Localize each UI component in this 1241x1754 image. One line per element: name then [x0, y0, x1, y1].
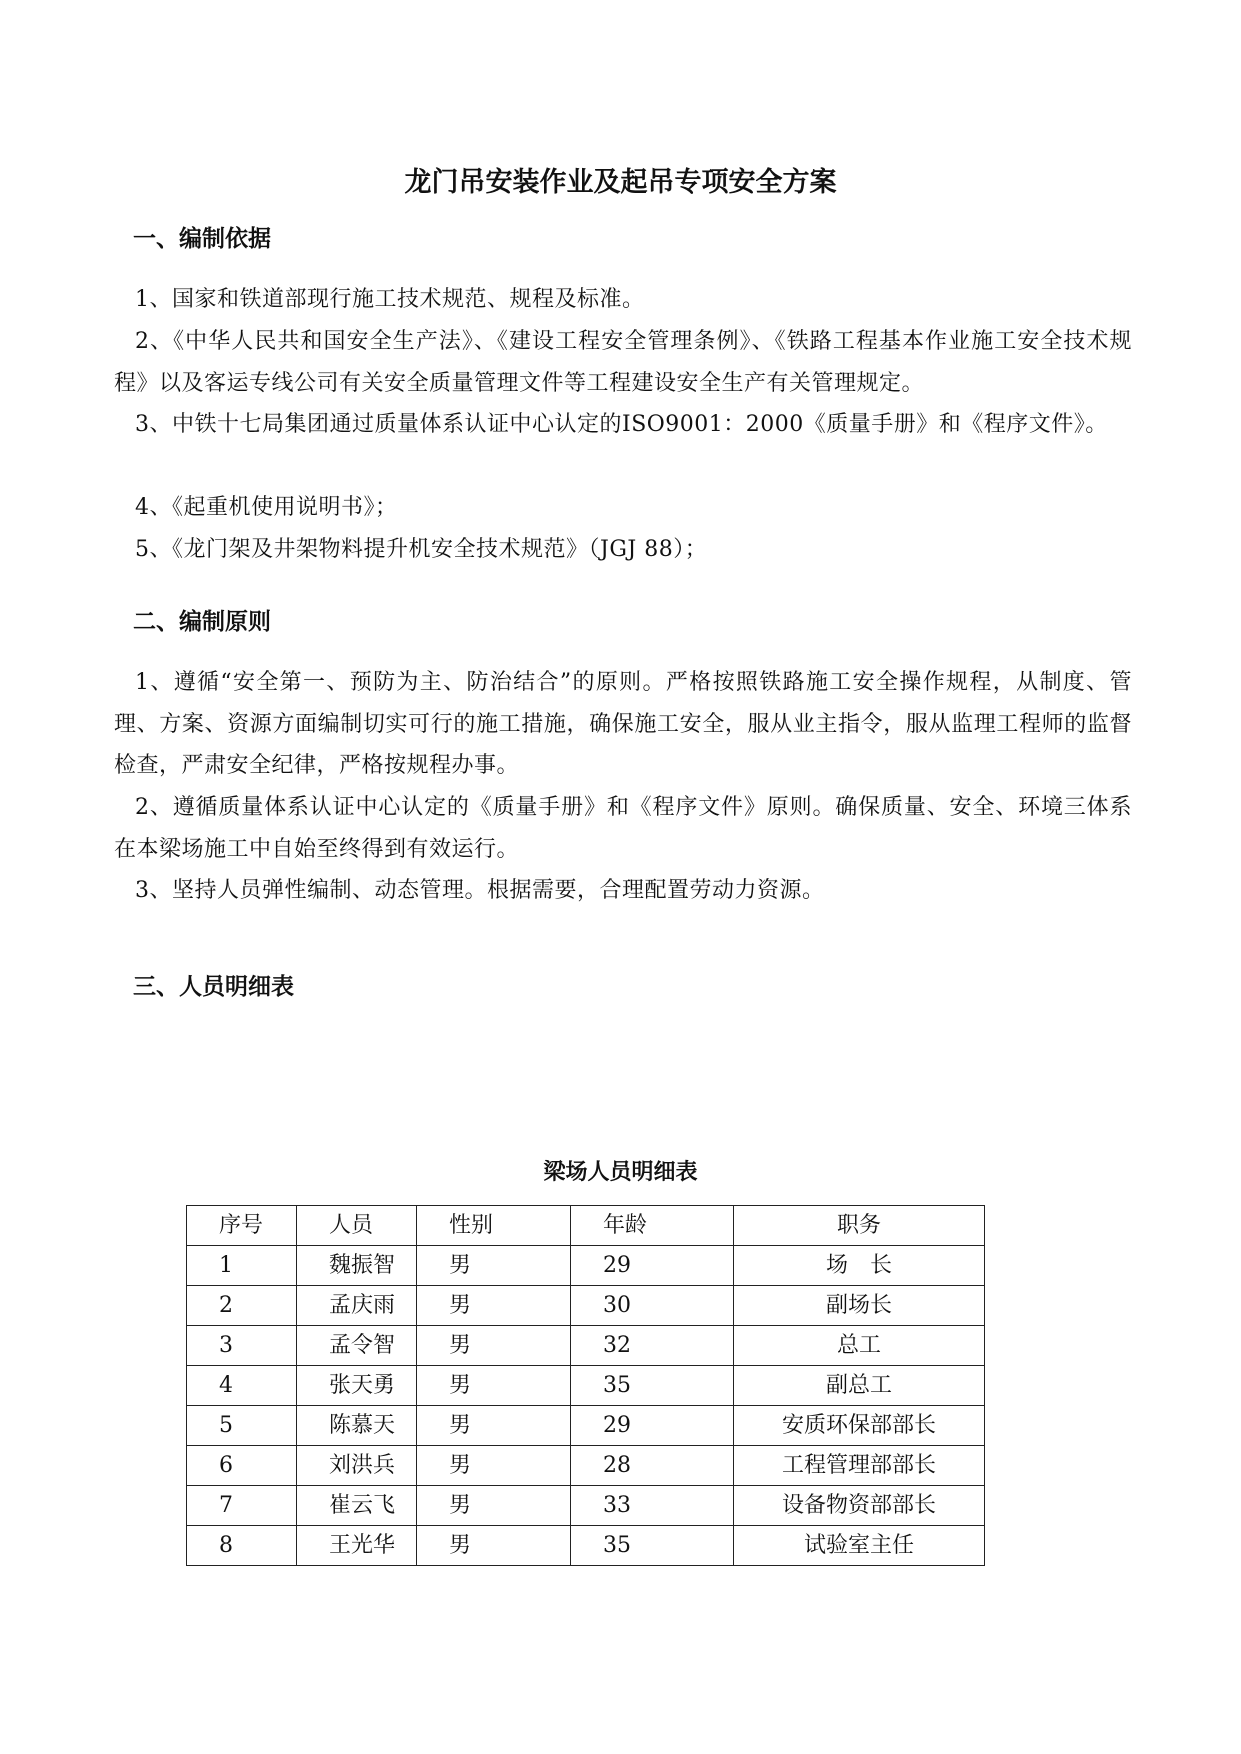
principle-item-1: 1、遵循“安全第一、预防为主、防治结合”的原则。严格按照铁路施工安全操作规程，从制度、管理、方案、资源方面编制切实可行的施工措施，确保施工安全，服从业主指令，服从监理工程师的监督检查，严肃安全纪律，严格按规程办事。	[114, 670, 1132, 778]
header-cell-number: 序号	[187, 1206, 297, 1246]
cell-age: 29	[571, 1406, 734, 1446]
cell-gender: 男	[417, 1446, 571, 1486]
basis-item-3: 3、中铁十七局集团通过质量体系认证中心认定的ISO9001：2000《质量手册》和《程序文件》。	[135, 412, 1108, 437]
table-header-row	[187, 1206, 985, 1246]
cell-age: 35	[571, 1526, 734, 1566]
cell-name: 张天勇	[297, 1366, 417, 1406]
header-cell-gender: 性别	[417, 1206, 571, 1246]
cell-name: 崔云飞	[297, 1486, 417, 1526]
cell-name: 陈慕天	[297, 1406, 417, 1446]
cell-number: 8	[187, 1526, 297, 1566]
table-row	[187, 1406, 985, 1446]
cell-name: 刘洪兵	[297, 1446, 417, 1486]
cell-age: 35	[571, 1366, 734, 1406]
cell-gender: 男	[417, 1406, 571, 1446]
cell-gender: 男	[417, 1326, 571, 1366]
principle-item-3: 3、坚持人员弹性编制、动态管理。根据需要，合理配置劳动力资源。	[135, 878, 825, 903]
cell-gender: 男	[417, 1526, 571, 1566]
cell-age: 29	[571, 1246, 734, 1286]
header-cell-position: 职务	[734, 1206, 985, 1246]
table-row	[187, 1246, 985, 1286]
cell-name: 孟庆雨	[297, 1286, 417, 1326]
table-row	[187, 1446, 985, 1486]
table-row	[187, 1526, 985, 1566]
cell-position: 副场长	[734, 1286, 985, 1326]
cell-position: 设备物资部部长	[734, 1486, 985, 1526]
cell-age: 32	[571, 1326, 734, 1366]
basis-item-5: 5、《龙门架及井架物料提升机安全技术规范》（JGJ 88）；	[135, 537, 708, 562]
cell-position: 场 长	[734, 1246, 985, 1286]
cell-number: 3	[187, 1326, 297, 1366]
cell-number: 4	[187, 1366, 297, 1406]
cell-position: 安质环保部部长	[734, 1406, 985, 1446]
cell-number: 5	[187, 1406, 297, 1446]
section-heading-principles: 二、编制原则	[133, 609, 271, 635]
cell-position: 总工	[734, 1326, 985, 1366]
cell-age: 28	[571, 1446, 734, 1486]
cell-gender: 男	[417, 1286, 571, 1326]
cell-position: 工程管理部部长	[734, 1446, 985, 1486]
basis-item-1: 1、国家和铁道部现行施工技术规范、规程及标准。	[135, 287, 645, 312]
cell-gender: 男	[417, 1246, 571, 1286]
cell-age: 30	[571, 1286, 734, 1326]
basis-item-4: 4、《起重机使用说明书》；	[135, 495, 398, 520]
cell-gender: 男	[417, 1486, 571, 1526]
cell-name: 魏振智	[297, 1246, 417, 1286]
cell-number: 2	[187, 1286, 297, 1326]
cell-gender: 男	[417, 1366, 571, 1406]
cell-name: 王光华	[297, 1526, 417, 1566]
cell-position: 试验室主任	[734, 1526, 985, 1566]
table-row	[187, 1286, 985, 1326]
section-heading-basis: 一、编制依据	[133, 226, 271, 252]
cell-number: 1	[187, 1246, 297, 1286]
table-row	[187, 1366, 985, 1406]
cell-number: 7	[187, 1486, 297, 1526]
basis-item-2: 2、《中华人民共和国安全生产法》、《建设工程安全管理条例》、《铁路工程基本作业施工安全技术规程》以及客运专线公司有关安全质量管理文件等工程建设安全生产有关管理规定。	[114, 329, 1132, 396]
table-caption: 梁场人员明细表	[543, 1160, 698, 1185]
staff-table	[186, 1205, 985, 1566]
table-row	[187, 1326, 985, 1366]
cell-name: 孟令智	[297, 1326, 417, 1366]
section-heading-staff: 三、人员明细表	[133, 974, 294, 1000]
principle-item-2: 2、遵循质量体系认证中心认定的《质量手册》和《程序文件》原则。确保质量、安全、环境三体系在本梁场施工中自始至终得到有效运行。	[114, 795, 1132, 862]
cell-age: 33	[571, 1486, 734, 1526]
cell-position: 副总工	[734, 1366, 985, 1406]
document-title: 龙门吊安装作业及起吊专项安全方案	[404, 167, 837, 198]
header-cell-name: 人员	[297, 1206, 417, 1246]
cell-number: 6	[187, 1446, 297, 1486]
table-row	[187, 1486, 985, 1526]
header-cell-age: 年龄	[571, 1206, 734, 1246]
